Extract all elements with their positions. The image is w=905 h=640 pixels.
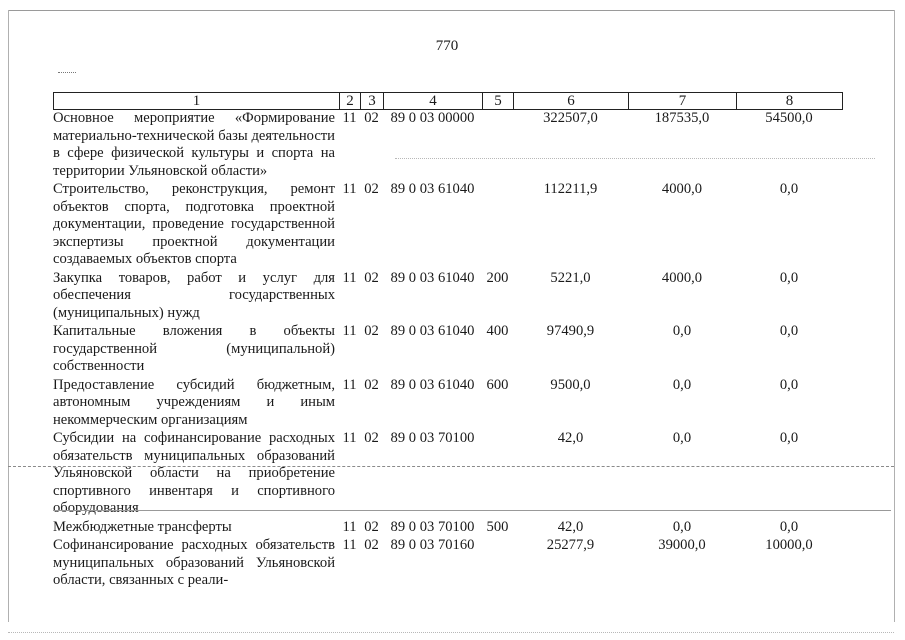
row-amount-col7: 4000,0 <box>661 181 703 197</box>
scan-speckle <box>8 632 894 633</box>
row-amount-col6: 112211,9 <box>543 181 598 197</box>
page-border-top <box>8 10 895 11</box>
row-amount-col7: 0,0 <box>672 518 692 535</box>
page-number: 770 <box>435 38 459 54</box>
row-amount-col8: 0,0 <box>779 323 799 339</box>
row-target-article-code: 89 0 03 61040 <box>390 323 475 339</box>
table-row <box>53 323 842 377</box>
row-expense-type-code: 400 <box>486 323 509 339</box>
column-number-7: 7 <box>629 93 737 110</box>
column-number-3: 3 <box>361 93 384 110</box>
row-section-code: 11 <box>342 430 357 446</box>
row-target-article-code: 89 0 03 70160 <box>390 537 475 553</box>
row-amount-col8: 0,0 <box>779 181 799 197</box>
row-amount-col8: 0,0 <box>779 518 799 535</box>
row-expense-type-code: 500 <box>486 518 509 535</box>
row-amount-col7: 187535,0 <box>654 110 710 126</box>
row-amount-col8: 10000,0 <box>765 537 813 553</box>
column-number-4: 4 <box>384 93 483 110</box>
row-section-code: 11 <box>342 537 357 553</box>
row-subsection-code: 02 <box>364 376 379 393</box>
column-number-5: 5 <box>483 93 514 110</box>
row-amount-col8: 0,0 <box>779 269 799 286</box>
row-expense-type-code <box>482 537 513 591</box>
row-amount-col6: 97490,9 <box>546 323 595 339</box>
table-row <box>53 537 842 591</box>
row-description: Строительство, реконструкция, ремонт объектов спорта, подготовка проектной документации, проведение государственной экспертизы проектной документации создаваемых объектов спорта <box>53 181 335 267</box>
row-description: Капитальные вложения в объекты государственной (муниципальной) собственности <box>53 323 335 374</box>
row-subsection-code: 02 <box>364 181 379 197</box>
scan-mark <box>58 72 76 73</box>
scan-speckle <box>395 158 875 159</box>
row-subsection-code: 02 <box>364 518 379 535</box>
page-border-right <box>894 10 895 622</box>
column-number-1: 1 <box>54 93 340 110</box>
row-amount-col7: 0,0 <box>672 376 692 393</box>
row-amount-col7: 0,0 <box>672 323 692 339</box>
column-number-6: 6 <box>514 93 629 110</box>
scan-line <box>8 466 894 467</box>
row-amount-col6: 5221,0 <box>550 269 591 286</box>
row-amount-col8: 54500,0 <box>765 110 813 126</box>
row-target-article-code: 89 0 03 70100 <box>390 430 475 446</box>
table-column-header <box>53 92 843 110</box>
table-row <box>53 377 842 431</box>
table-row <box>53 519 842 538</box>
row-amount-col8: 0,0 <box>779 376 799 393</box>
row-target-article-code: 89 0 03 61040 <box>390 181 475 197</box>
row-subsection-code: 02 <box>364 323 379 339</box>
row-subsection-code: 02 <box>364 269 379 286</box>
row-expense-type-code <box>482 430 513 519</box>
row-subsection-code: 02 <box>364 537 379 553</box>
budget-table <box>53 110 842 591</box>
scan-line <box>53 510 891 511</box>
row-amount-col7: 0,0 <box>672 430 692 446</box>
row-amount-col6: 322507,0 <box>543 110 598 126</box>
table-row <box>53 270 842 324</box>
row-target-article-code: 89 0 03 61040 <box>390 376 475 393</box>
row-amount-col6: 42,0 <box>557 430 584 446</box>
row-description: Основное мероприятие «Формирование материально-технической базы деятельности в сфере физической культуры и спорта на территории Ульяновской области» <box>53 110 335 179</box>
row-description: Субсидии на софинансирование расходных обязательств муниципальных образований Ульяновской области на приобретение спортивного инвентаря и спортивного оборудования <box>53 430 335 516</box>
row-expense-type-code: 200 <box>486 269 509 286</box>
row-target-article-code: 89 0 03 00000 <box>390 110 475 126</box>
table-row <box>53 430 842 519</box>
table-row <box>53 110 842 181</box>
row-section-code: 11 <box>342 110 357 126</box>
column-number-8: 8 <box>737 93 843 110</box>
row-amount-col7: 39000,0 <box>658 537 706 553</box>
row-section-code: 11 <box>342 376 357 393</box>
row-section-code: 11 <box>342 181 357 197</box>
row-description: Закупка товаров, работ и услуг для обеспечения государственных (муниципальных) нужд <box>53 269 335 321</box>
row-expense-type-code <box>482 110 513 181</box>
row-description: Предоставление субсидий бюджетным, автономным учреждениям и иным некоммерческим организациям <box>53 376 335 428</box>
row-expense-type-code: 600 <box>486 376 509 393</box>
row-description: Межбюджетные трансферты <box>53 518 232 535</box>
column-number-2: 2 <box>340 93 361 110</box>
row-expense-type-code <box>482 181 513 270</box>
row-amount-col6: 25277,9 <box>546 537 595 553</box>
row-amount-col6: 42,0 <box>557 518 584 535</box>
row-section-code: 11 <box>342 323 357 339</box>
page-border-left <box>8 10 9 622</box>
row-amount-col6: 9500,0 <box>550 376 591 393</box>
row-subsection-code: 02 <box>364 110 379 126</box>
row-subsection-code: 02 <box>364 430 379 446</box>
row-amount-col8: 0,0 <box>779 430 799 446</box>
table-row <box>53 181 842 270</box>
row-target-article-code: 89 0 03 61040 <box>390 269 475 286</box>
row-section-code: 11 <box>342 518 357 535</box>
row-target-article-code: 89 0 03 70100 <box>390 518 475 535</box>
row-description: Софинансирование расходных обязательств муниципальных образований Ульяновской области, связанных с реали- <box>53 537 335 588</box>
row-amount-col7: 4000,0 <box>661 269 703 286</box>
row-section-code: 11 <box>342 269 357 286</box>
